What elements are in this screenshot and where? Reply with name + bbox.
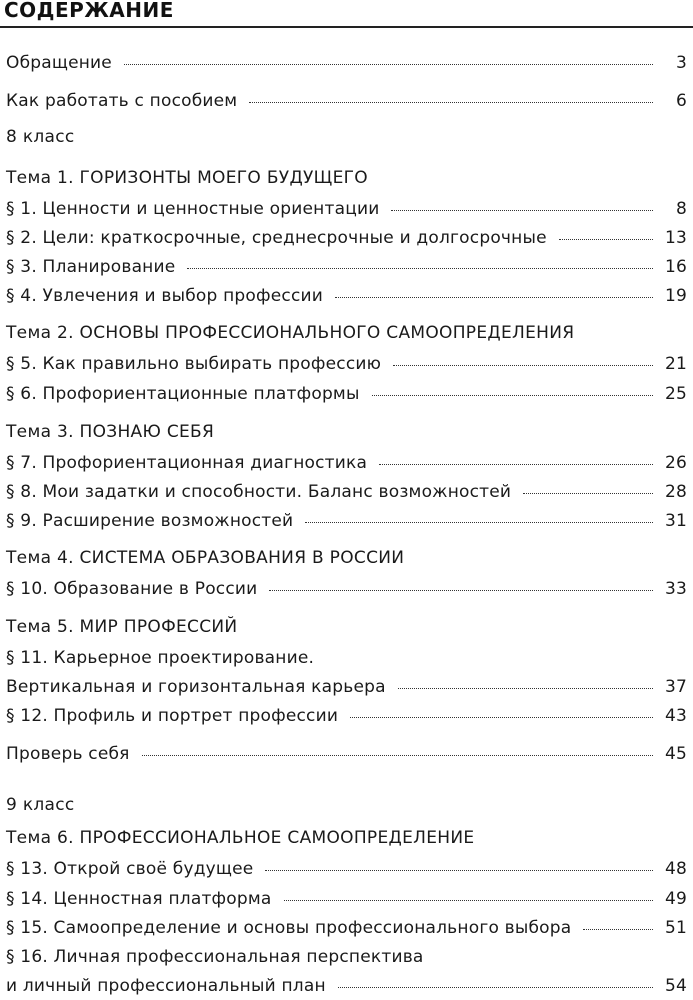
topic-heading-text: Тема 2. ОСНОВЫ ПРОФЕССИОНАЛЬНОГО САМООПРЕДЕЛЕНИЯ [6,323,575,343]
leader-dots [338,987,653,988]
toc-entry-text: Проверь себя [6,744,130,764]
toc-page-number: 25 [664,384,687,404]
topic-heading [6,421,687,443]
toc-page-number: 21 [664,354,687,374]
leader-dots [523,493,653,494]
leader-dots [583,929,653,930]
toc-entry-text: § 12. Профиль и портрет профессии [6,706,339,726]
toc-entry-text: § 3. Планирование [6,257,176,277]
toc-entry-text: § 8. Мои задатки и способности. Баланс возможностей [6,482,512,502]
toc-entry-text: § 5. Как правильно выбирать профессию [6,354,382,374]
toc-entry[interactable] [6,90,687,112]
toc-entry[interactable] [6,256,687,278]
leader-dots [265,870,652,871]
topic-heading-text: Тема 5. МИР ПРОФЕССИЙ [6,617,238,637]
leader-dots [142,755,653,756]
toc-entry-line[interactable] [6,647,687,669]
section-heading-text: 9 класс [6,795,75,815]
toc-entry[interactable] [6,353,687,375]
leader-dots [187,268,653,269]
toc-page-number: 45 [664,744,687,764]
toc-entry-text: § 2. Цели: краткосрочные, среднесрочные и долгосрочные [6,228,547,248]
toc-entry-text: Обращение [6,53,112,73]
toc-page-number: 8 [675,199,687,219]
topic-heading-text: Тема 3. ПОЗНАЮ СЕБЯ [6,422,215,442]
toc-entry[interactable] [6,743,687,765]
topic-heading [6,547,687,569]
toc-page-number: 28 [664,482,687,502]
toc-entry-text: § 6. Профориентационные платформы [6,384,360,404]
section-heading [6,126,687,148]
toc-entry-line[interactable] [6,946,687,968]
toc-entry-text: Вертикальная и горизонтальная карьера [6,677,386,697]
leader-dots [350,717,653,718]
toc-entry-text: § 15. Самоопределение и основы профессионального выбора [6,918,572,938]
leader-dots [284,900,653,901]
toc-page-number: 26 [664,453,687,473]
toc-entry-text: § 10. Образование в России [6,579,258,599]
toc-page-number: 37 [664,677,687,697]
topic-heading [6,322,687,344]
leader-dots [559,239,653,240]
toc-page-number: 19 [664,286,687,306]
title-underline [0,26,693,28]
section-heading [6,794,687,816]
toc-entry-text: и личный профессиональный план [6,976,326,996]
leader-dots [124,64,653,65]
toc-entry[interactable] [6,888,687,910]
leader-dots [379,464,653,465]
leader-dots [269,590,653,591]
leader-dots [398,688,653,689]
topic-heading-text: Тема 1. ГОРИЗОНТЫ МОЕГО БУДУЩЕГО [6,168,368,188]
toc-entry-text: § 1. Ценности и ценностные ориентации [6,199,380,219]
toc-entry[interactable] [6,705,687,727]
toc-page-number: 48 [664,859,687,879]
toc-page-number: 6 [675,91,687,111]
topic-heading [6,616,687,638]
leader-dots [249,102,653,103]
toc-page-number: 49 [664,889,687,909]
toc-entry[interactable] [6,383,687,405]
toc-entry-text: § 9. Расширение возможностей [6,511,294,531]
toc-page-number: 31 [664,511,687,531]
toc-entry[interactable] [6,975,687,997]
leader-dots [372,395,653,396]
toc-entry[interactable] [6,198,687,220]
toc-entry[interactable] [6,510,687,532]
section-heading-text: 8 класс [6,127,75,147]
page-title: СОДЕРЖАНИЕ [4,0,174,22]
toc-entry[interactable] [6,285,687,307]
toc-page-number: 43 [664,706,687,726]
toc-entry-text: Как работать с пособием [6,91,238,111]
toc-entry-text: § 13. Открой своё будущее [6,859,254,879]
toc-page-number: 3 [675,53,687,73]
toc-entry[interactable] [6,917,687,939]
topic-heading-text: Тема 4. СИСТЕМА ОБРАЗОВАНИЯ В РОССИИ [6,548,405,568]
toc-page-number: 54 [664,976,687,996]
leader-dots [393,365,653,366]
toc-entry-text: § 16. Личная профессиональная перспектива [6,947,424,967]
leader-dots [391,210,653,211]
toc-page-number: 16 [664,257,687,277]
toc-entry-text: § 11. Карьерное проектирование. [6,648,315,668]
toc-entry[interactable] [6,452,687,474]
toc-entry-text: § 14. Ценностная платформа [6,889,272,909]
topic-heading [6,827,687,849]
toc-page-number: 33 [664,579,687,599]
topic-heading-text: Тема 6. ПРОФЕССИОНАЛЬНОЕ САМООПРЕДЕЛЕНИЕ [6,828,475,848]
toc-page-number: 13 [664,228,687,248]
toc-entry[interactable] [6,481,687,503]
toc-entry[interactable] [6,578,687,600]
toc-entry[interactable] [6,52,687,74]
toc-entry-text: § 7. Профориентационная диагностика [6,453,368,473]
toc-page-number: 51 [664,918,687,938]
leader-dots [305,522,653,523]
toc-entry-text: § 4. Увлечения и выбор профессии [6,286,323,306]
toc-entry[interactable] [6,858,687,880]
leader-dots [335,297,653,298]
toc-entry[interactable] [6,676,687,698]
topic-heading [6,167,687,189]
toc-entry[interactable] [6,227,687,249]
